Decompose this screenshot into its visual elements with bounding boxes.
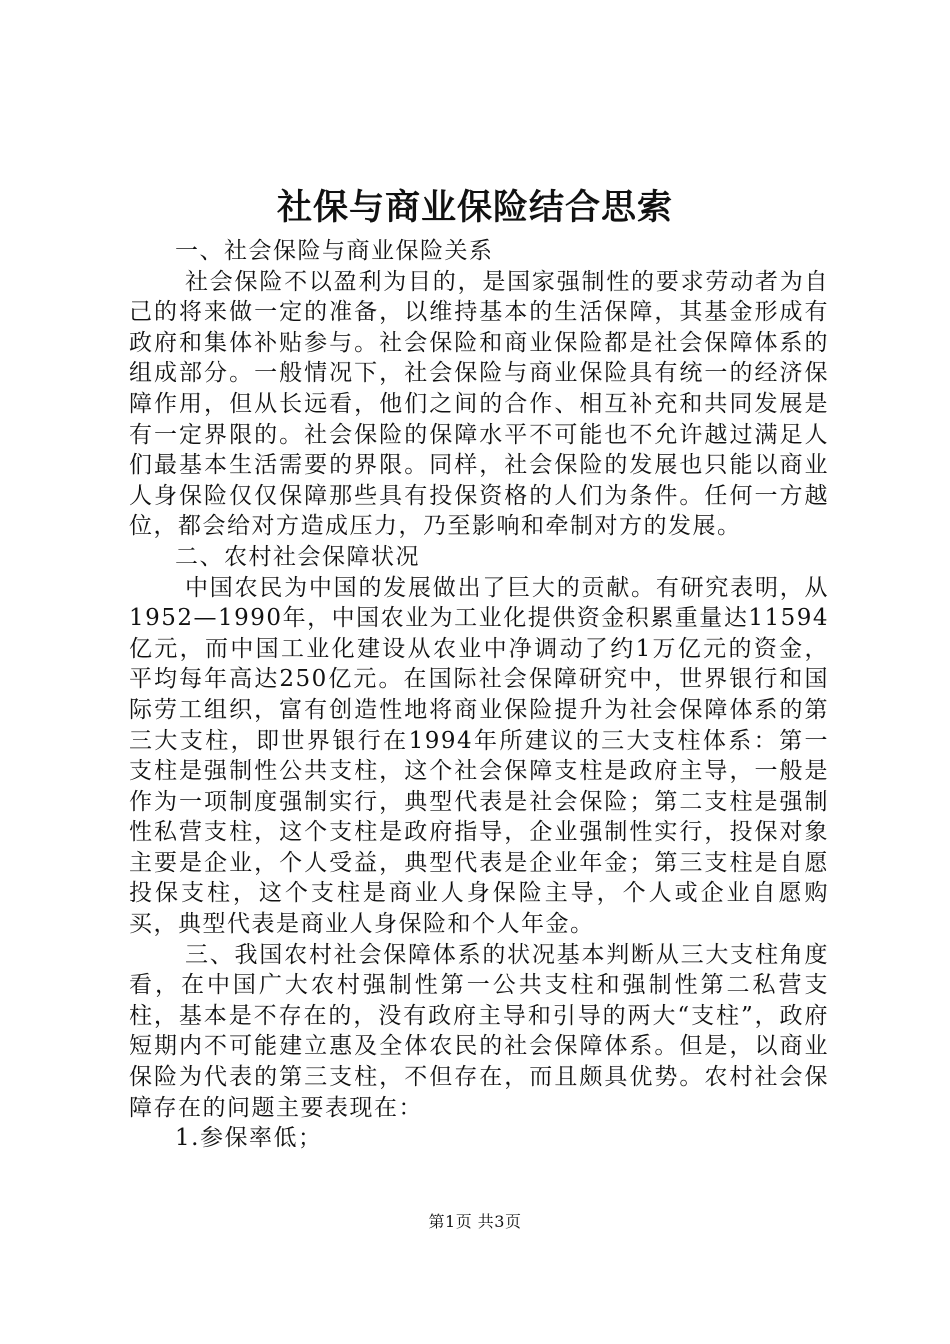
list-item-1: 1.参保率低； [175,1125,323,1152]
section-paragraph-1: 社会保险不以盈利为目的，是国家强制性的要求劳动者为自己的将来做一定的准备，以维持基本的生活保障，其基金形成有政府和集体补贴参与。社会保险和商业保险都是社会保障体系的组成部分。一般情况下，社会保险与商业保险具有统一的经济保障作用，但从长远看，他们之间的合作、相互补充和共同发展是有一定界限的。社会保险的保障水平不可能也不允许越过满足人们最基本生活需要的界限。同样，社会保险的发展也只能以商业人身保险仅仅保障那些具有投保资格的人们为条件。任何一方越位，都会给对方造成压力，乃至影响和牵制对方的发展。 [129,268,829,540]
document-body [129,236,829,1154]
section-heading-2: 二、农村社会保障状况 [175,543,420,570]
page-footer: 第1页 共3页 [428,1212,522,1231]
section-paragraph-2: 中国农民为中国的发展做出了巨大的贡献。有研究表明，从1952—1990年，中国农业为工业化提供资金积累重量达11594亿元，而中国工业化建设从农业中净调动了约1万亿元的资金，平均每年高达250亿元。在国际社会保障研究中，世界银行和国际劳工组织，富有创造性地将商业保险提升为社会保障体系的第三大支柱，即世界银行在1994年所建议的三大支柱体系：第一支柱是强制性公共支柱，这个社会保障支柱是政府主导，一般是作为一项制度强制实行，典型代表是社会保险；第二支柱是强制性私营支柱，这个支柱是政府指导，企业强制性实行，投保对象主要是企业，个人受益，典型代表是企业年金；第三支柱是自愿投保支柱，这个支柱是商业人身保险主导，个人或企业自愿购买，典型代表是商业人身保险和个人年金。 [129,574,829,938]
section-paragraph-3: 三、我国农村社会保障体系的状况基本判断从三大支柱角度看，在中国广大农村强制性第一公共支柱和强制性第二私营支柱，基本是不存在的，没有政府主导和引导的两大“支柱”，政府短期内不可能建立惠及全体农民的社会保障体系。但是，以商业保险为代表的第三支柱，不但存在，而且颇具优势。农村社会保障存在的问题主要表现在： [129,941,829,1121]
section-heading-1: 一、社会保险与商业保险关系 [175,238,494,264]
document-title: 社保与商业保险结合思索 [276,187,673,228]
